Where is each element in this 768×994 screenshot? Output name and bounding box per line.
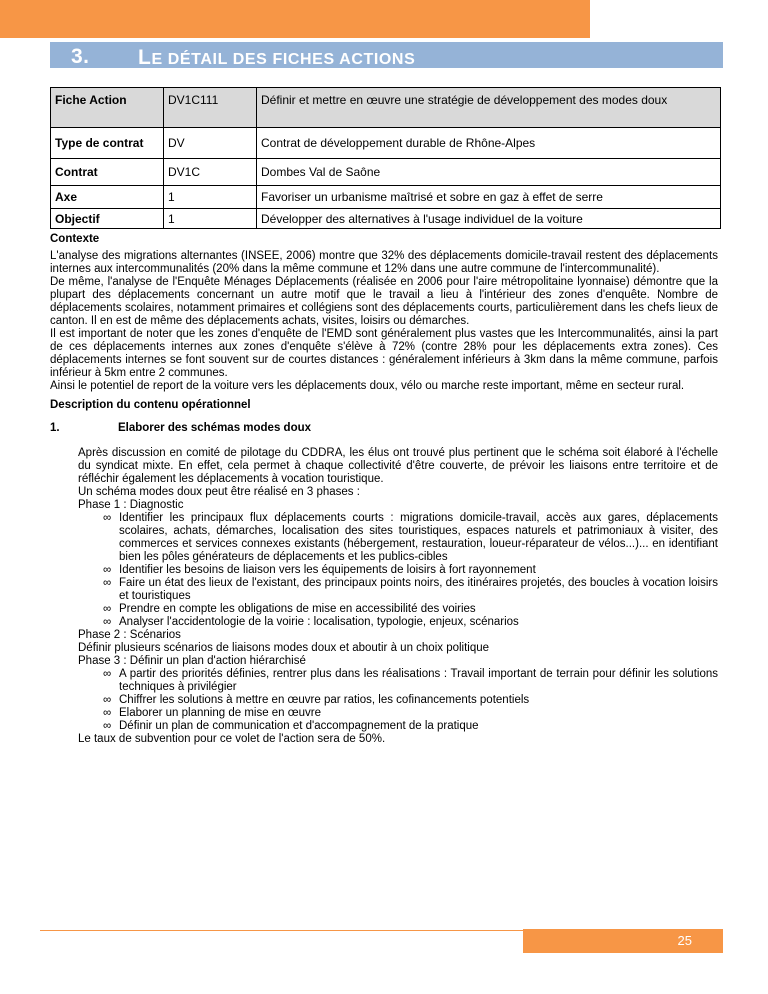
main-content xyxy=(50,233,718,746)
list-item: ∞ Analyser l'accidentologie de la voirie : localisation, typologie, enjeux, scénarios xyxy=(103,616,519,628)
contexte-paragraph: De même, l'analyse de l'Enquête Ménages Déplacements (réalisée en 2006 pour l'aire métropolitaine lyonnaise) démontre que la plupart des déplacements concernant un autre motif que le travail a lieu à l'intérieur des zones d'enquête. Nombre de déplacements scolaires, notamment primaires et collégiens sont des déplacements courts, particulièrement dans les chefs lieux de canton. Il en est de même des déplacements achats, visites, loisirs ou démarches. xyxy=(50,276,718,327)
phase-2-text: Définir plusieurs scénarios de liaisons modes doux et aboutir à un choix politique xyxy=(78,642,490,654)
section-number: 3. xyxy=(71,45,90,68)
list-item: ∞ Prendre en compte les obligations de mise en accessibilité des voiries xyxy=(103,603,476,615)
page-number-box xyxy=(523,929,723,953)
top-decorative-bar xyxy=(0,0,590,38)
bullet-icon: ∞ xyxy=(103,564,112,576)
numbered-heading-number: 1. xyxy=(50,422,60,434)
list-item: ∞ Elaborer un planning de mise en œuvre xyxy=(103,707,322,719)
bullet-icon: ∞ xyxy=(103,577,112,589)
bullet-icon: ∞ xyxy=(103,512,112,524)
row-code: 1 xyxy=(164,209,257,229)
fiche-action-table xyxy=(50,87,721,229)
table-row xyxy=(51,186,721,209)
list-item: ∞ Identifier les besoins de liaison vers les équipements de loisirs à fort rayonnement xyxy=(103,564,536,576)
row-value: Favoriser un urbanisme maîtrisé et sobre en gaz à effet de serre xyxy=(257,186,721,209)
phase-1-list xyxy=(78,512,718,629)
page-number: 25 xyxy=(677,933,692,948)
list-item: ∞ Identifier les principaux flux déplacements courts : migrations domicile-travail, accès aux gares, déplacements scolaires, achats, démarches, localisation des sites touristiques, espaces naturels et patrimoniaux à visiter, des commerces et services connexes existants (hébergement, restauration, loueur-réparateur de vélos...)... en identifiant bien les pôles générateurs de déplacements et les publics-cibles xyxy=(103,512,718,563)
row-code: DV1C xyxy=(164,159,257,186)
row-value: Contrat de développement durable de Rhône-Alpes xyxy=(257,128,721,159)
list-item: ∞ A partir des priorités définies, rentrer plus dans les réalisations : Travail important de terrain pour définir les solutions techniques à privilégier xyxy=(103,668,718,693)
conclusion-text: Le taux de subvention pour ce volet de l'action sera de 50%. xyxy=(78,733,386,745)
contexte-title: Contexte xyxy=(50,233,100,245)
phase-2-title: Phase 2 : Scénarios xyxy=(78,629,181,641)
section-title-initial: L xyxy=(138,46,152,69)
row-key: Contrat xyxy=(51,159,164,186)
contexte-paragraph: Ainsi le potentiel de report de la voiture vers les déplacements doux, vélo ou marche reste important, même en secteur rural. xyxy=(50,380,685,392)
bullet-icon: ∞ xyxy=(103,707,112,719)
row-value: Dombes Val de Saône xyxy=(257,159,721,186)
row-key: Objectif xyxy=(51,209,164,229)
bullet-icon: ∞ xyxy=(103,668,112,680)
table-row xyxy=(51,159,721,186)
row-key: Type de contrat xyxy=(51,128,164,159)
phase-1-title: Phase 1 : Diagnostic xyxy=(78,499,184,511)
row-value: Définir et mettre en œuvre une stratégie de développement des modes doux xyxy=(257,88,721,128)
section-title-rest: E DÉTAIL DES FICHES ACTIONS xyxy=(151,51,416,68)
contexte-paragraph: L'analyse des migrations alternantes (INSEE, 2006) montre que 32% des déplacements domicile-travail restent des déplacements internes aux intercommunalités (20% dans la même commune et 12% dans une autre commune de l'intercommunalité). xyxy=(50,250,718,275)
list-item: ∞ Chiffrer les solutions à mettre en œuvre par ratios, les cofinancements potentiels xyxy=(103,694,530,706)
footer-rule xyxy=(40,930,523,931)
numbered-heading-title: Elaborer des schémas modes doux xyxy=(118,422,312,434)
table-row xyxy=(51,128,721,159)
numbered-heading xyxy=(50,422,718,435)
table-row xyxy=(51,209,721,229)
phase-3-list xyxy=(78,668,718,733)
row-code: DV1C111 xyxy=(164,88,257,128)
intro-paragraph: Après discussion en comité de pilotage du CDDRA, les élus ont trouvé plus pertinent que le schéma soit élaboré à l'échelle du syndicat mixte. En effet, cela permet à chaque collectivité d'être couverte, de prévoir les liaisons entre territoire et de réfléchir également les déplacements à vocation touristique. xyxy=(78,447,718,485)
bullet-icon: ∞ xyxy=(103,694,112,706)
bullet-icon: ∞ xyxy=(103,720,112,732)
section-title xyxy=(138,46,415,70)
description-title: Description du contenu opérationnel xyxy=(50,399,251,411)
intro-paragraph-2: Un schéma modes doux peut être réalisé en 3 phases : xyxy=(78,486,360,498)
bullet-icon: ∞ xyxy=(103,616,112,628)
row-code: DV xyxy=(164,128,257,159)
bullet-icon: ∞ xyxy=(103,603,112,615)
row-value: Développer des alternatives à l'usage individuel de la voiture xyxy=(257,209,721,229)
phase-3-title: Phase 3 : Définir un plan d'action hiérarchisé xyxy=(78,655,306,667)
list-item: ∞ Définir un plan de communication et d'accompagnement de la pratique xyxy=(103,720,479,732)
row-key: Fiche Action xyxy=(51,88,164,128)
list-item: ∞ Faire un état des lieux de l'existant, des principaux points noirs, des itinéraires projetés, des boucles à vocation loisirs et touristiques xyxy=(103,577,718,602)
row-code: 1 xyxy=(164,186,257,209)
row-key: Axe xyxy=(51,186,164,209)
table-row xyxy=(51,88,721,128)
description-block xyxy=(78,447,718,746)
contexte-paragraph: Il est important de noter que les zones d'enquête de l'EMD sont généralement plus vastes que les Intercommunalités, ainsi la part de ces déplacements internes aux zones d'enquête s'élève à 72% (contre 28% pour les déplacements extra zones). Ces déplacements internes se font souvent sur de courtes distances : généralement inférieurs à 3km dans la même commune, parfois inférieur à 5km entre 2 communes. xyxy=(50,328,718,379)
